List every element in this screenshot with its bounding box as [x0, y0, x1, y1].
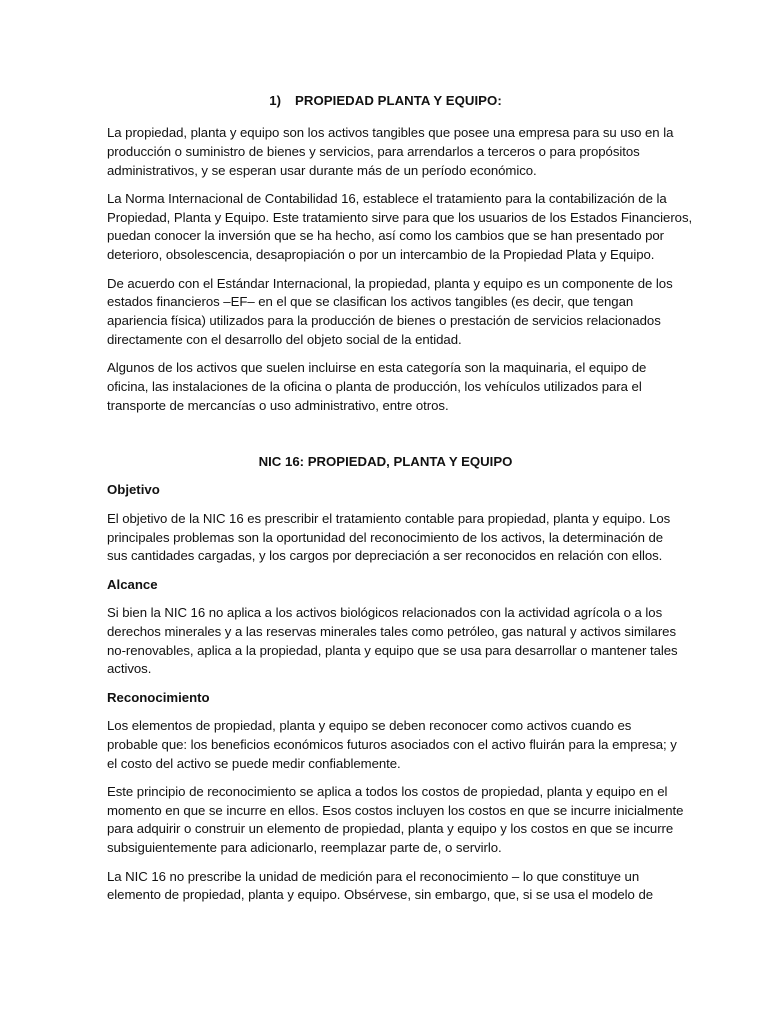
- alcance-title: Alcance: [107, 576, 158, 592]
- text-line: no-renovables, aplica a la propiedad, planta y equipo que se usa para desarrollar o mantener tales: [107, 642, 678, 658]
- text-line: activos.: [107, 661, 152, 677]
- text-line: Propiedad, Planta y Equipo. Este tratamiento sirve para que los usuarios de los Estados Financieros,: [107, 209, 693, 225]
- text-line: elemento de propiedad, planta y equipo. Obsérvese, sin embargo, que, si se usa el modelo de: [107, 887, 654, 903]
- text-line: transporte de mercancías o uso administrativo, entre otros.: [107, 397, 449, 413]
- heading-text: PROPIEDAD PLANTA Y EQUIPO:: [295, 93, 502, 108]
- objetivo-paragraph: [107, 510, 671, 566]
- objetivo-title: Objetivo: [107, 482, 160, 498]
- text-line: De acuerdo con el Estándar Internacional, la propiedad, planta y equipo es un componente de los: [107, 275, 673, 291]
- reconocimiento-title: Reconocimiento: [107, 689, 210, 705]
- intro-paragraph-4: [107, 359, 664, 415]
- text-line: La propiedad, planta y equipo son los activos tangibles que posee una empresa para su uso en la: [107, 125, 674, 140]
- reconocimiento-paragraph-1: [107, 717, 677, 773]
- text-line: momento en que se incurre en ellos. Esos costos incluyen los costos en que se incurre inicialmente: [107, 802, 684, 818]
- text-line: para adquirir o construir un elemento de propiedad, planta y equipo y los costos en que se incurre: [107, 821, 674, 837]
- text-line: La NIC 16 no prescribe la unidad de medición para el reconocimiento – lo que constituye un: [107, 868, 640, 884]
- nic16-heading: NIC 16: PROPIEDAD, PLANTA Y EQUIPO: [258, 454, 513, 470]
- text-line: apariencia física) utilizados para la producción de bienes o prestación de servicios relacionados: [107, 313, 661, 329]
- text-line: Este principio de reconocimiento se aplica a todos los costos de propiedad, planta y equipo en el: [107, 783, 668, 799]
- intro-paragraph-2: [107, 190, 693, 265]
- text-line: producción o suministro de bienes y servicios, para arrendarlos a terceros o para propósitos: [107, 143, 640, 159]
- reconocimiento-paragraph-2: [107, 783, 684, 858]
- text-line: probable que: los beneficios económicos futuros asociados con el activo fluirán para la empresa; y: [107, 736, 677, 752]
- intro-paragraph-3: [107, 275, 673, 350]
- text-line: administrativos, y se esperan usar durante más de un período económico.: [107, 162, 537, 178]
- text-line: estados financieros –EF– en el que se clasifican los activos tangibles (es decir, que tengan: [107, 294, 634, 310]
- text-line: deterioro, obsolescencia, desapropiación o por un intercambio de la Propiedad Plata y Equipo.: [107, 247, 655, 263]
- intro-paragraph-1: [107, 124, 674, 180]
- reconocimiento-paragraph-3: [107, 868, 664, 906]
- text-line: oficina, las instalaciones de la oficina o planta de producción, los vehículos utilizados para el: [107, 379, 642, 395]
- main-heading: [107, 92, 664, 110]
- text-line: subsiguientemente para adicionarlo, reemplazar parte de, o servirlo.: [107, 840, 502, 856]
- text-line: El objetivo de la NIC 16 es prescribir el tratamiento contable para propiedad, planta y equipo. Los: [107, 510, 671, 526]
- alcance-paragraph: [107, 604, 678, 679]
- text-line: sus cantidades cargadas, y los cargos por depreciación a ser reconocidos en relación con ellos.: [107, 548, 663, 564]
- section-spacer: [107, 425, 664, 453]
- text-line: el costo del activo se puede medir confiablemente.: [107, 755, 401, 771]
- text-line: principales problemas son la oportunidad del reconocimiento de los activos, la determinación de: [107, 529, 664, 545]
- text-line: La Norma Internacional de Contabilidad 16, establece el tratamiento para la contabilización de la: [107, 190, 667, 206]
- text-line: Algunos de los activos que suelen incluirse en esta categoría son la maquinaria, el equipo de: [107, 360, 647, 376]
- text-line: Los elementos de propiedad, planta y equipo se deben reconocer como activos cuando es: [107, 717, 632, 733]
- text-line: derechos minerales y a las reservas minerales tales como petróleo, gas natural y activos similares: [107, 623, 677, 639]
- text-line: directamente con el desarrollo del objeto social de la entidad.: [107, 331, 462, 347]
- heading-number: 1): [269, 93, 282, 108]
- text-line: puedan conocer la inversión que se ha hecho, así como los cambios que se han presentado por: [107, 228, 665, 244]
- text-line: Si bien la NIC 16 no aplica a los activos biológicos relacionados con la actividad agrícola o a los: [107, 604, 663, 620]
